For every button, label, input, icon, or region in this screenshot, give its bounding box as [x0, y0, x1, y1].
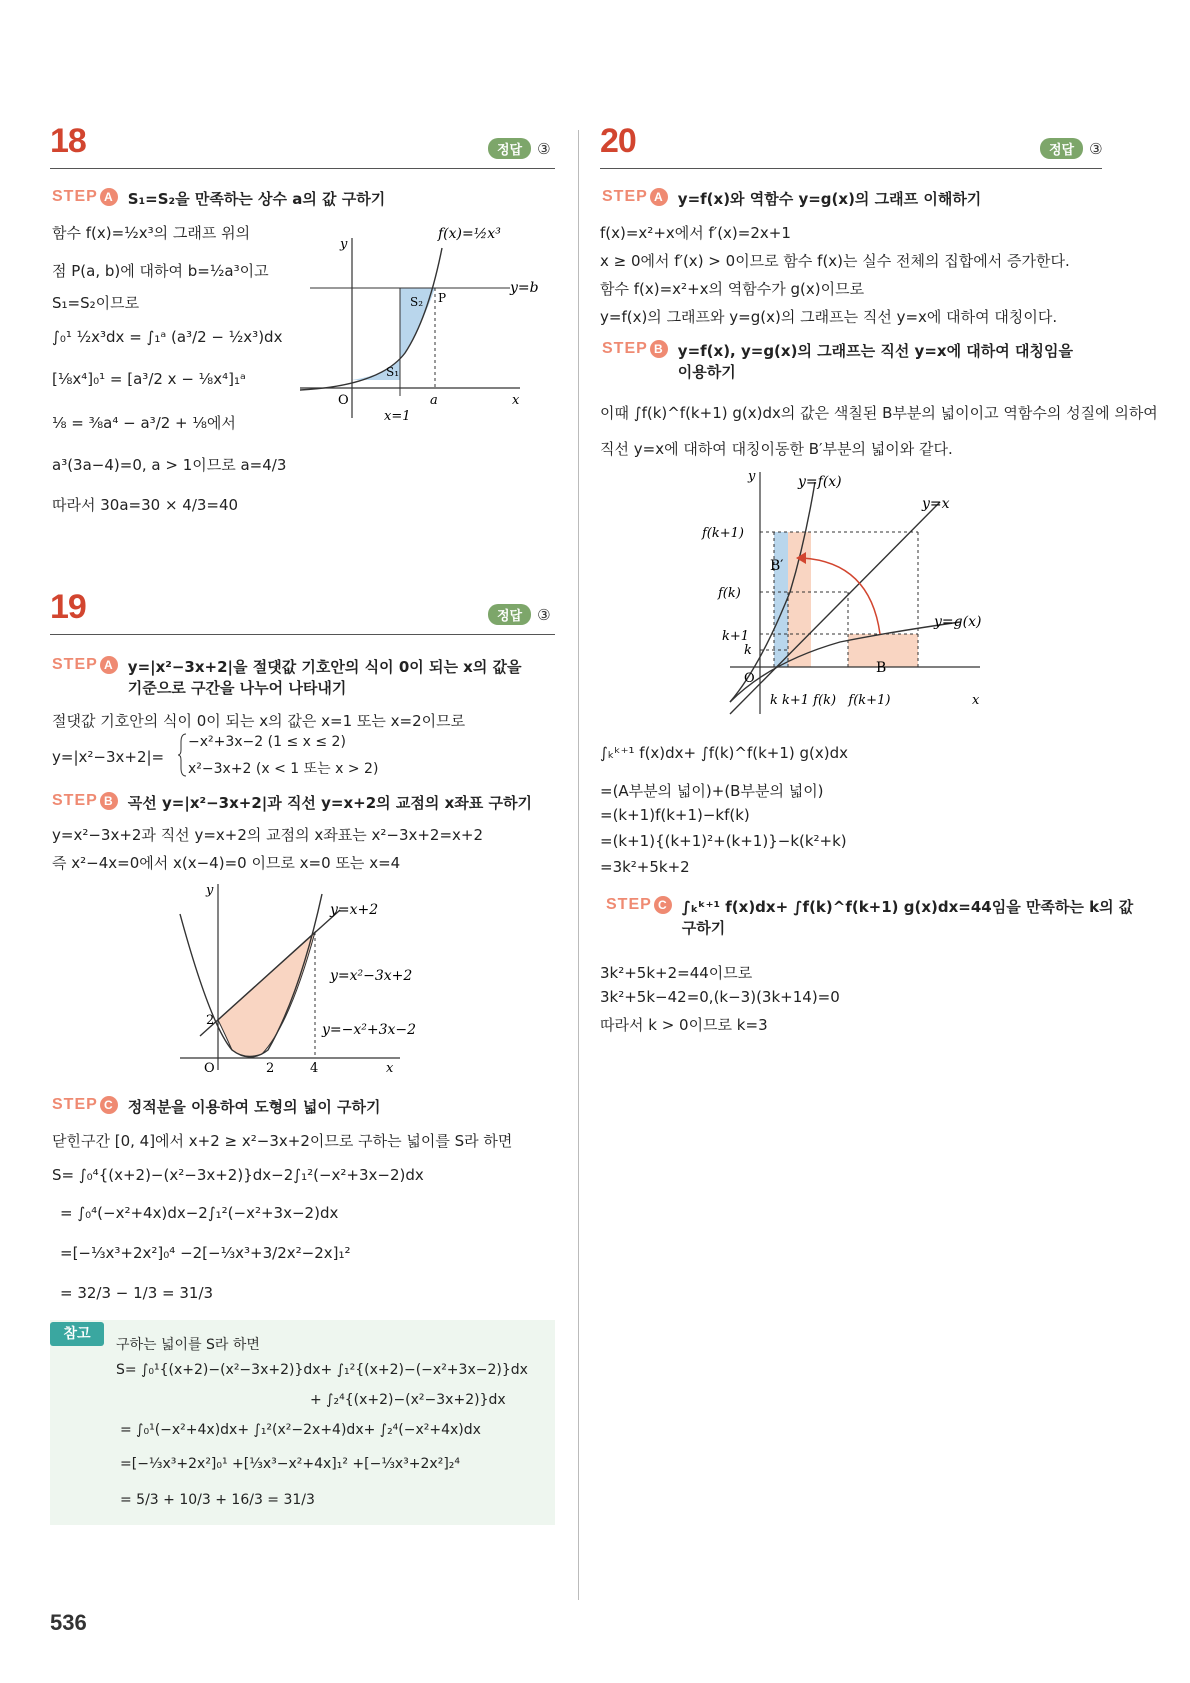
p20-a-line-1: f(x)=x²+x에서 f′(x)=2x+1: [600, 224, 791, 242]
step-tag: STEP C: [606, 896, 672, 914]
p20-yx-line: [730, 502, 940, 714]
p19-a-line-2: y=|x²−3x+2|=: [52, 748, 165, 766]
p18-p: P: [438, 291, 447, 305]
p19-note-line-2: S= ∫₀¹{(x+2)−(x²−3x+2)}dx+ ∫₁²{(x+2)−(−x²+3x−2)}dx: [116, 1362, 528, 1378]
problem-19-number: 19: [50, 588, 86, 626]
problem-20-answer-badge: [1040, 138, 1103, 159]
step-title: y=|x²−3x+2|을 절댓값 기호안의 식이 0이 되는 x의 값을 기준으로 구간을 나누어 나타내기: [127, 658, 522, 697]
p20-a-line-4: y=f(x)의 그래프와 y=g(x)의 그래프는 직선 y=x에 대하여 대칭이다.: [600, 308, 1058, 326]
step-title: 정적분을 이용하여 도형의 넓이 구하기: [127, 1098, 381, 1116]
p19-b-line-2: 즉 x²−4x=0에서 x(x−4)=0 이므로 x=0 또는 x=4: [52, 854, 401, 872]
p18-line-4: ∫₀¹ ½x³dx = ∫₁ᵃ (a³/2 − ½x³)dx: [52, 328, 283, 346]
p18-line-8: 따라서 30a=30 × 4/3=40: [52, 496, 239, 514]
p20-yx-label: y=x: [922, 496, 950, 512]
p19-c-line-3: = ∫₀⁴(−x²+4x)dx−2∫₁²(−x²+3x−2)dx: [60, 1204, 339, 1222]
step-tag: STEP B: [52, 792, 118, 810]
problem-19-answer-badge: [488, 604, 551, 625]
p19-a-case-2: x²−3x+2 (x < 1 또는 x > 2): [188, 761, 379, 777]
step-tag: STEP A: [602, 188, 668, 206]
p19-step-b: [52, 792, 532, 813]
answer-label: 정답: [1040, 138, 1083, 159]
p20-x-label: x: [972, 693, 980, 708]
step-tag: STEP A: [52, 656, 118, 674]
p20-reflect-arrow: [802, 558, 880, 634]
p19-t4: 4: [310, 1061, 319, 1074]
step-title: 곡선 y=|x²−3x+2|과 직선 y=x+2의 교점의 x좌표 구하기: [127, 794, 532, 812]
p18-line-5: [⅛x⁴]₀¹ = [a³/2 x − ⅛x⁴]₁ᵃ: [52, 370, 246, 388]
p18-hline-label: y=b: [510, 280, 539, 296]
p18-line-6: ⅛ = ⅜a⁴ − a³/2 + ⅛에서: [52, 414, 236, 432]
p18-a: a: [430, 393, 438, 408]
p20-calc-5: =3k²+5k+2: [600, 858, 690, 876]
p20-graph: [690, 462, 990, 718]
p20-b-label: B: [876, 660, 887, 676]
problem-19-rule: [50, 634, 555, 635]
page-number: 536: [50, 1610, 87, 1635]
step-title: y=f(x)와 역함수 y=g(x)의 그래프 이해하기: [677, 190, 982, 208]
p18-graph: [300, 218, 550, 428]
p19-step-a: [52, 656, 522, 698]
p19-graph: [170, 874, 530, 1074]
step-title: S₁=S₂을 만족하는 상수 a의 값 구하기: [127, 190, 386, 208]
p19-region: [218, 932, 315, 1056]
p20-c-line-3: 따라서 k > 0이므로 k=3: [600, 1016, 768, 1034]
p20-ygx-label: y=g(x): [934, 614, 982, 630]
p20-k-label: k: [744, 643, 752, 658]
p19-step-c: [52, 1096, 381, 1117]
p18-step-a: [52, 188, 385, 209]
p19-c-line-1: 닫힌구간 [0, 4]에서 x+2 ≥ x²−3x+2이므로 구하는 넓이를 S라 하면: [52, 1132, 513, 1150]
p20-calc-4: =(k+1){(k+1)²+(k+1)}−k(k²+k): [600, 832, 847, 850]
p19-note-line-6: = 5/3 + 10/3 + 16/3 = 31/3: [120, 1492, 315, 1508]
p18-line-1: 함수 f(x)=½x³의 그래프 위의: [52, 224, 251, 242]
p20-blue-strip: [774, 532, 788, 667]
answer-value: ③: [1089, 139, 1103, 158]
p19-t2: 2: [266, 1061, 275, 1074]
p18-s1: S₁: [386, 365, 400, 379]
p18-x-label: x: [512, 393, 520, 408]
p19-note-tag: 참고: [50, 1322, 104, 1346]
p19-note-line-5: =[−⅓x³+2x²]₀¹ +[⅓x³−x²+4x]₁² +[−⅓x³+2x²]₂⁴: [120, 1456, 461, 1472]
p19-line-label: y=x+2: [330, 902, 379, 918]
p19-c-line-5: = 32/3 − 1/3 = 31/3: [60, 1284, 214, 1302]
p18-func-label: f(x)=½x³: [438, 226, 501, 242]
p19-c-line-4: =[−⅓x³+2x²]₀⁴ −2[−⅓x³+3/2x²−2x]₁²: [60, 1244, 351, 1262]
p20-k1-label: k+1: [722, 629, 750, 644]
p20-bprime-label: B′: [770, 558, 784, 574]
p19-curve1-label: y=x²−3x+2: [330, 968, 413, 984]
p19-c-line-2: S= ∫₀⁴{(x+2)−(x²−3x+2)}dx−2∫₁²(−x²+3x−2)dx: [52, 1166, 424, 1184]
problem-18-answer-badge: [488, 138, 551, 159]
step-tag: STEP B: [602, 340, 668, 358]
p20-y-label: y: [748, 469, 756, 484]
p18-s2: S₂: [410, 295, 424, 309]
p19-y2: 2: [206, 1013, 215, 1028]
p20-calc-1: ∫ₖᵏ⁺¹ f(x)dx+ ∫f(k)^f(k+1) g(x)dx: [600, 744, 848, 762]
p18-x1: x=1: [384, 409, 411, 424]
p19-curve2-label: y=−x²+3x−2: [322, 1022, 417, 1038]
problem-18-number: 18: [50, 122, 86, 160]
p19-brace: [178, 732, 188, 778]
p20-fk-label: f(k): [718, 586, 741, 601]
p20-a-line-3: 함수 f(x)=x²+x의 역함수가 g(x)이므로: [600, 280, 865, 298]
problem-18-rule: [50, 168, 555, 169]
p20-origin: O: [744, 671, 755, 686]
p20-yfx-label: y=f(x): [798, 474, 842, 490]
p20-step-b: [602, 340, 1073, 382]
p20-a-line-2: x ≥ 0에서 f′(x) > 0이므로 함수 f(x)는 실수 전체의 집합에서 증가한다.: [600, 252, 1070, 270]
p20-step-a: [602, 188, 981, 209]
p18-y-label: y: [340, 237, 348, 252]
p20-c-line-2: 3k²+5k−42=0,(k−3)(3k+14)=0: [600, 988, 840, 1006]
p18-line-7: a³(3a−4)=0, a > 1이므로 a=4/3: [52, 456, 287, 474]
p19-note-line-4: = ∫₀¹(−x²+4x)dx+ ∫₁²(x²−2x+4)dx+ ∫₂⁴(−x²+4x)dx: [120, 1422, 481, 1438]
p19-a-line-1: 절댓값 기호안의 식이 0이 되는 x의 값은 x=1 또는 x=2이므로: [52, 712, 466, 730]
p18-line-2: 점 P(a, b)에 대하여 b=½a³이고: [52, 262, 269, 280]
p20-b-line-2: 직선 y=x에 대하여 대칭이동한 B′부분의 넓이와 같다.: [600, 440, 953, 458]
p19-note-line-3: + ∫₂⁴{(x+2)−(x²−3x+2)}dx: [310, 1392, 506, 1408]
p19-b-line-1: y=x²−3x+2과 직선 y=x+2의 교점의 x좌표는 x²−3x+2=x+2: [52, 826, 484, 844]
p20-calc-3: =(k+1)f(k+1)−kf(k): [600, 806, 750, 824]
column-divider: [578, 130, 579, 1600]
p20-step-c: [606, 896, 1133, 938]
problem-20-rule: [600, 168, 1102, 169]
p19-y-label: y: [206, 883, 214, 898]
answer-label: 정답: [488, 138, 531, 159]
answer-value: ③: [537, 139, 551, 158]
p19-a-case-1: −x²+3x−2 (1 ≤ x ≤ 2): [188, 734, 346, 750]
p20-fk1-label: f(k+1): [702, 526, 744, 541]
answer-label: 정답: [488, 604, 531, 625]
p19-note-line-1: 구하는 넓이를 S라 하면: [116, 1337, 260, 1353]
problem-20-number: 20: [600, 122, 636, 160]
step-tag: STEP C: [52, 1096, 118, 1114]
p20-c-line-1: 3k²+5k+2=44이므로: [600, 964, 753, 982]
step-title: ∫ₖᵏ⁺¹ f(x)dx+ ∫f(k)^f(k+1) g(x)dx=44임을 만족하는 k의 값 구하기: [681, 898, 1134, 937]
answer-value: ③: [537, 605, 551, 624]
p19-origin: O: [204, 1061, 215, 1074]
step-title: y=f(x), y=g(x)의 그래프는 직선 y=x에 대하여 대칭임을 이용하기: [677, 342, 1073, 381]
p20-calc-2: =(A부분의 넓이)+(B부분의 넓이): [600, 782, 824, 800]
step-tag: STEP A: [52, 188, 118, 206]
p18-origin: O: [338, 393, 349, 408]
p20-x-ticks: k k+1 f(k) f(k+1): [770, 693, 891, 708]
p18-line-3: S₁=S₂이므로: [52, 294, 140, 312]
p20-b-line-1: 이때 ∫f(k)^f(k+1) g(x)dx의 값은 색칠된 B부분의 넓이이고 역함수의 성질에 의하여: [600, 404, 1158, 422]
p19-x-label: x: [386, 1061, 394, 1074]
